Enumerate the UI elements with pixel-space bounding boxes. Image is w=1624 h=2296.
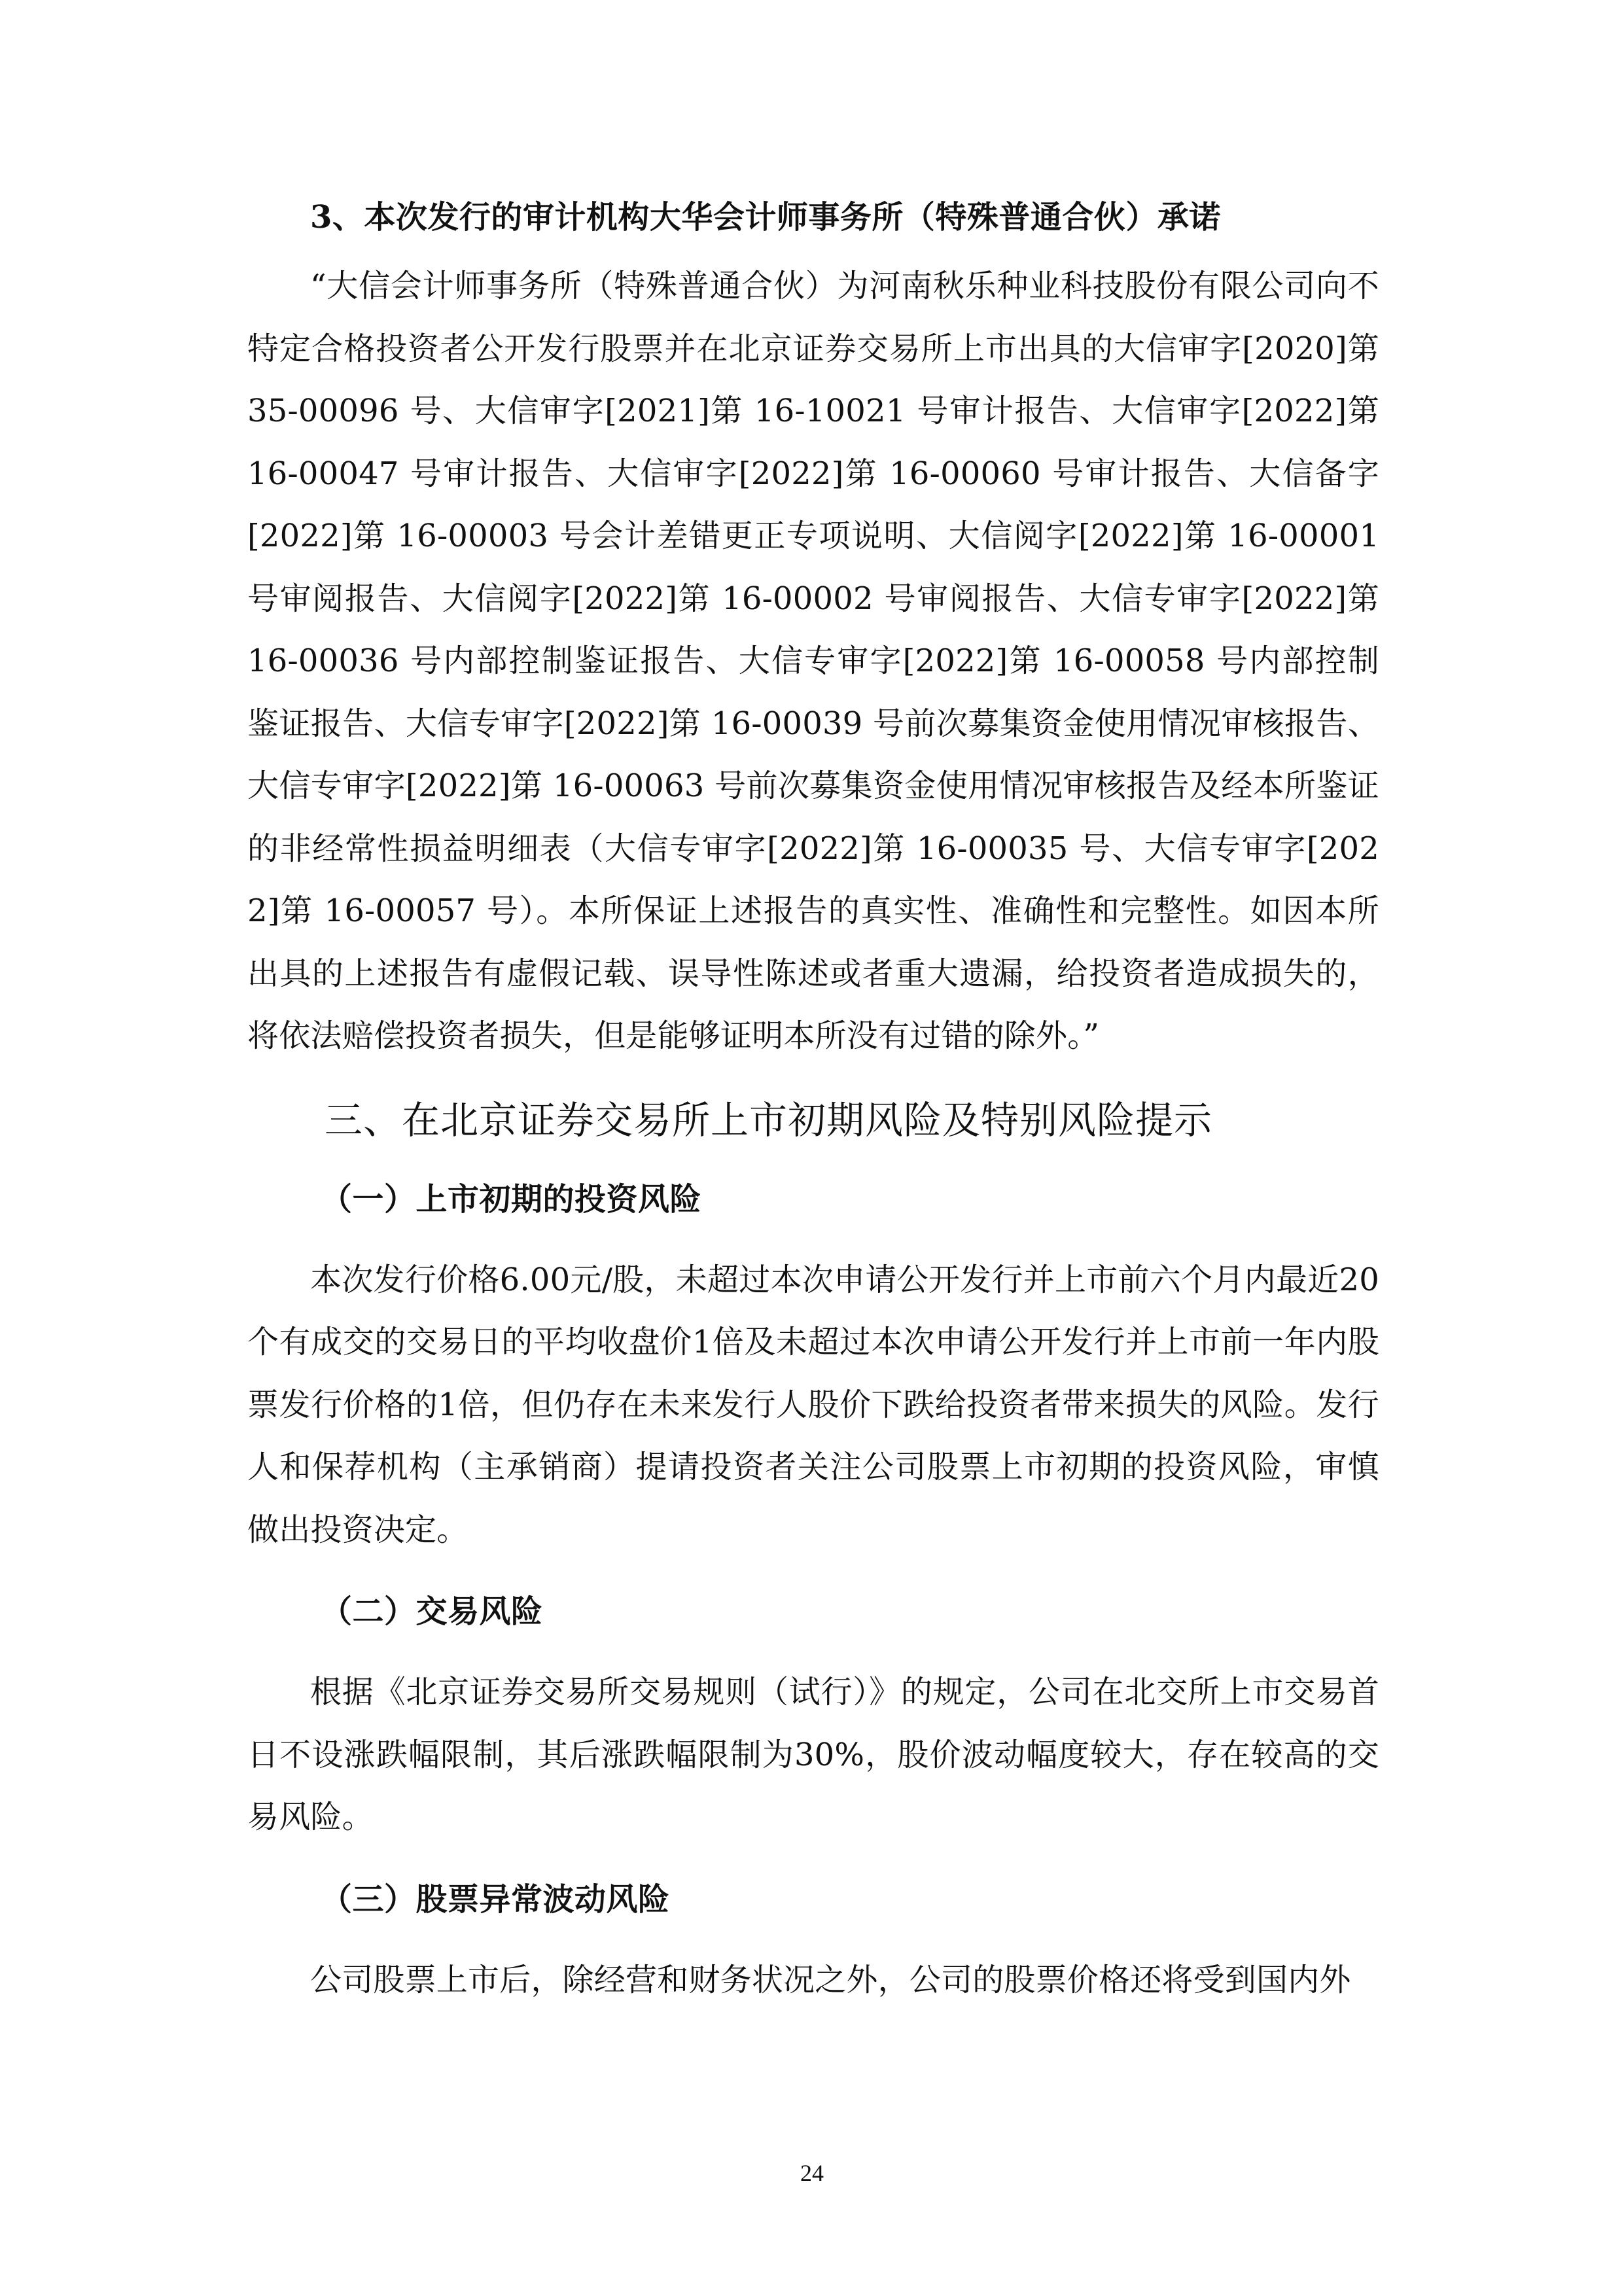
part-heading-listing-risks: 三、在北京证券交易所上市初期风险及特别风险提示 <box>325 1097 1213 1142</box>
trading-risk-paragraph: 根据《北京证券交易所交易规则（试行）》的规定，公司在北交所上市交易首日不设涨跌幅限制，其后涨跌幅限制为30%，股价波动幅度较大，存在较高的交易风险。 <box>247 1674 1379 1835</box>
page-number: 24 <box>800 2160 824 2186</box>
auditor-statement-paragraph: “大信会计师事务所（特殊普通合伙）为河南秋乐种业科技股份有限公司向不特定合格投资者公开发行股票并在北京证券交易所上市出具的大信审字[2020]第 35-00096 号、大信审字[2021]第 16-10021 号审计报告、大信审字[2022]第 16-00047 号审计报告、大信审字[2022]第 16-00060 号审计报告、大信备字[2022]第 16-00003 号会计差错更正专项说明、大信阅字[2022]第 16-00001 号审阅报告、大信阅字[2022]第 16-00002 号审阅报告、大信专审字[2022]第 16-00036 号内部控制鉴证报告、大信专审字[2022]第 16-00058 号内部控制鉴证报告、大信专审字[2022]第 16-00039 号前次募集资金使用情况审核报告、大信专审字[2022]第 16-00063 号前次募集资金使用情况审核报告及经本所鉴证的非经常性损益明细表（大信专审字[2022]第 16-00035 号、大信专审字[2022]第 16-00057 号）。本所保证上述报告的真实性、准确性和完整性。如因本所出具的上述报告有虚假记载、误导性陈述或者重大遗漏，给投资者造成损失的，将依法赔偿投资者损失，但是能够证明本所没有过错的除外。” <box>247 268 1379 1054</box>
page-content <box>247 186 1379 2011</box>
subheading-abnormal-volatility-risk: （三）股票异常波动风险 <box>321 1881 670 1918</box>
abnormal-volatility-risk-paragraph: 公司股票上市后，除经营和财务状况之外，公司的股票价格还将受到国内外 <box>310 1961 1351 1998</box>
section-heading-auditor-commitment: 3、本次发行的审计机构大华会计师事务所（特殊普通合伙）承诺 <box>310 199 1221 236</box>
subheading-trading-risk: （二）交易风险 <box>321 1593 543 1630</box>
initial-investment-risk-paragraph: 本次发行价格6.00元/股，未超过本次申请公开发行并上市前六个月内最近20个有成交的交易日的平均收盘价1倍及未超过本次申请公开发行并上市前一年内股票发行价格的1倍，但仍存在未来发行人股价下跌给投资者带来损失的风险。发行人和保荐机构（主承销商）提请投资者关注公司股票上市初期的投资风险，审慎做出投资决定。 <box>247 1261 1379 1548</box>
subheading-initial-investment-risk: （一）上市初期的投资风险 <box>321 1180 702 1218</box>
